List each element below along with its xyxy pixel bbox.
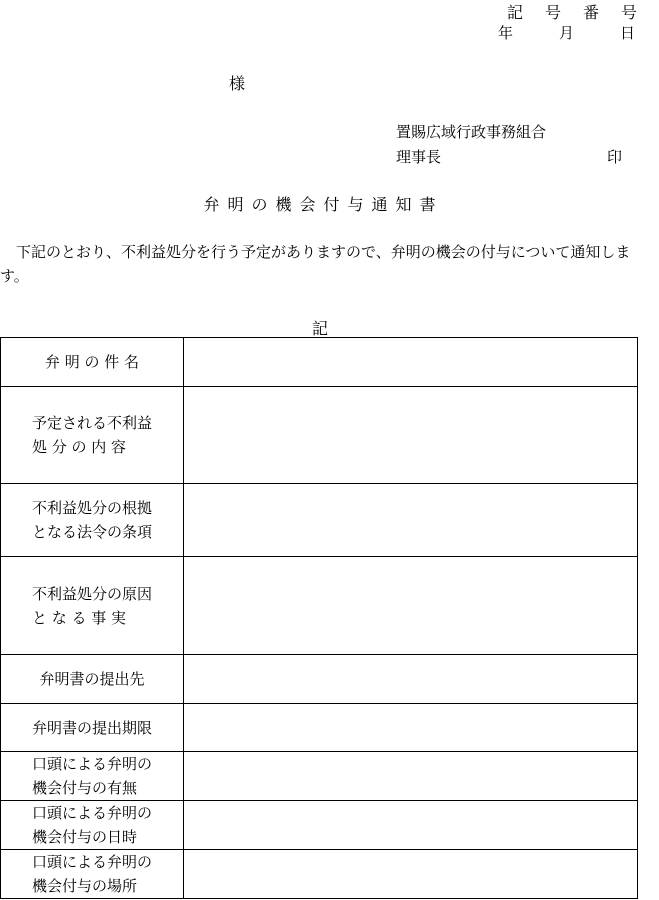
row-value-cell [184,338,638,387]
table-row [1,484,638,557]
seal-mark: 印 [607,148,623,166]
sender-title: 理事長 [396,148,442,166]
details-table [0,337,638,899]
row-value-cell [184,850,638,899]
row-value-cell [184,557,638,655]
row-label: 予定される不利益 処 分 の 内 容 [31,414,152,456]
date-year-label: 年 [497,24,513,42]
row-label: 不利益処分の根拠 となる法令の条項 [31,499,152,541]
row-value-cell [184,704,638,752]
addressee-honorific: 様 [229,74,246,93]
table-row [1,557,638,655]
row-label-cell [1,752,184,801]
row-label: 弁明書の提出期限 [31,718,152,737]
table-row [1,801,638,850]
row-label-cell [1,557,184,655]
table-row [1,387,638,484]
table-row [1,338,638,387]
row-label: 弁 明 の 件 名 [44,353,140,371]
date-day-label: 日 [619,24,635,42]
table-row [1,655,638,704]
section-mark: 記 [312,319,329,338]
sender-organization: 置賜広域行政事務組合 [396,123,547,141]
row-label-cell [1,704,184,752]
row-label-cell [1,387,184,484]
row-value-cell [184,484,638,557]
table-row [1,704,638,752]
body-paragraph: 下記のとおり、不利益処分を行う予定がありますので、弁明の機会の付与について通知します。 [0,243,631,285]
document-title: 弁明の機会付与通知書 [203,195,444,214]
row-label: 弁明書の提出先 [39,670,145,688]
row-label-cell [1,338,184,387]
row-label-cell [1,801,184,850]
row-value-cell [184,655,638,704]
row-label: 口頭による弁明の 機会付与の場所 [31,853,152,895]
row-label: 口頭による弁明の 機会付与の有無 [31,755,152,797]
row-label-cell [1,850,184,899]
date-month-label: 月 [558,24,574,42]
row-value-cell [184,801,638,850]
row-value-cell [184,752,638,801]
row-value-cell [184,387,638,484]
row-label: 口頭による弁明の 機会付与の日時 [31,804,152,846]
row-label: 不利益処分の原因 と な る 事 実 [31,584,152,627]
document-number-label: 記号番号 [506,3,659,22]
row-label-cell [1,484,184,557]
table-row [1,752,638,801]
table-row [1,850,638,899]
date-line [498,22,635,43]
row-label-cell [1,655,184,704]
